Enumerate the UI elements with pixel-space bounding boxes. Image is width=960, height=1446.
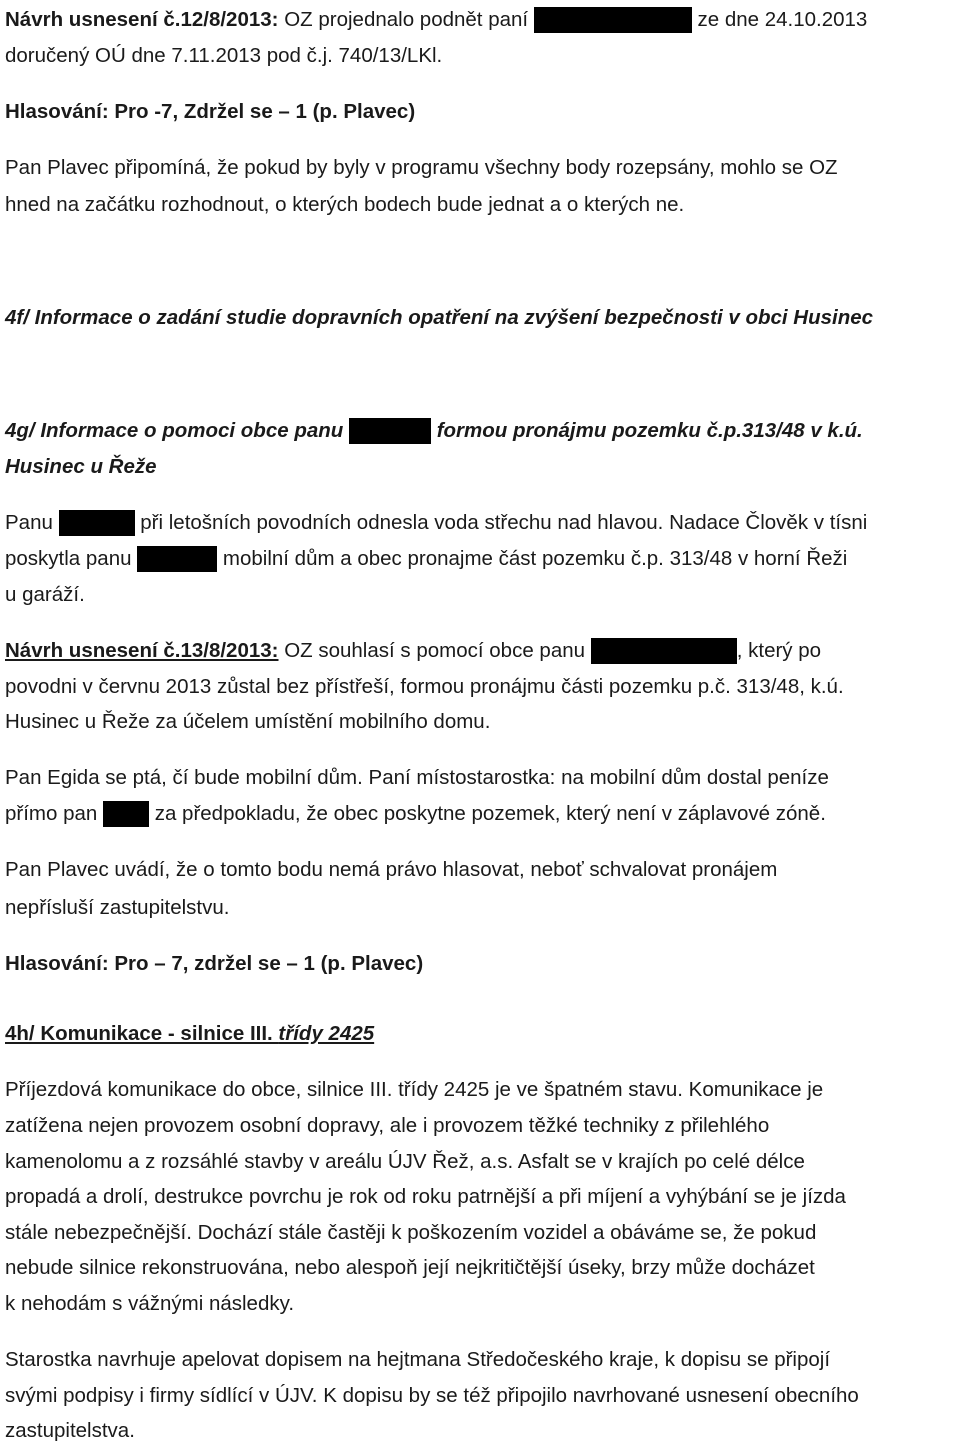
resolution-12-line-2: doručený OÚ dne 7.11.2013 pod č.j. 740/13/LKl. <box>5 44 443 67</box>
paragraph-plavec-vote-line-2: nepřísluší zastupitelstvu. <box>5 896 230 919</box>
paragraph-road-line-6: nebude silnice rekonstruována, nebo alespoň její nejkritičtější úseky, brzy může docházet <box>5 1256 815 1279</box>
vote-result-1: Hlasování: Pro -7, Zdržel se – 1 (p. Plavec) <box>5 100 416 123</box>
resolution-13-line-2: povodni v červnu 2013 zůstal bez přístřeší, formou pronájmu části pozemku p.č. 313/48, k.ú. <box>5 675 844 698</box>
redaction-block <box>137 546 217 572</box>
paragraph-4g-line-3: u garáží. <box>5 583 85 606</box>
section-4h-heading-part-2: třídy 2425 <box>278 1022 375 1045</box>
paragraph-road-line-4: propadá a drolí, destrukce povrchu je rok od roku patrnější a při míjení a vyhýbání se je jízda <box>5 1185 846 1208</box>
paragraph-4g-text: při letošních povodních odnesla voda střechu nad hlavou. Nadace Člověk v tísni <box>134 511 868 534</box>
redaction-block <box>349 418 431 444</box>
redaction-block <box>534 7 692 33</box>
paragraph-mayor-line-3: zastupitelstva. <box>5 1419 135 1442</box>
paragraph-4g-text: Panu <box>5 511 59 534</box>
section-4h-heading <box>5 1021 374 1047</box>
section-4h-heading-part-1: 4h/ Komunikace - silnice III. <box>5 1022 279 1045</box>
resolution-12-label: Návrh usnesení č.12/8/2013: <box>5 8 279 31</box>
resolution-12-text: OZ projednalo podnět paní <box>278 8 534 31</box>
redaction-block <box>103 801 149 827</box>
section-4g-heading-line-1 <box>5 418 863 444</box>
resolution-13-line-3: Husinec u Řeže za účelem umístění mobilního domu. <box>5 710 491 733</box>
section-4g-heading-part-1: 4g/ Informace o pomoci obce panu <box>5 419 349 442</box>
section-4f-heading: 4f/ Informace o zadání studie dopravních opatření na zvýšení bezpečnosti v obci Husinec <box>5 306 874 329</box>
paragraph-4g-text: mobilní dům a obec pronajme část pozemku č.p. 313/48 v horní Řeži <box>217 547 848 570</box>
paragraph-egida-text: za předpokladu, že obec poskytne pozemek, který není v záplavové zóně. <box>149 802 826 825</box>
paragraph-plavec-line-1: Pan Plavec připomíná, že pokud by byly v programu všechny body rozepsány, mohlo se OZ <box>5 156 838 179</box>
section-4g-heading-line-2: Husinec u Řeže <box>5 455 157 478</box>
section-4g-heading-part-2: formou pronájmu pozemku č.p.313/48 v k.ú. <box>431 419 863 442</box>
paragraph-mayor-line-2: svými podpisy i firmy sídlící v ÚJV. K dopisu by se též připojilo navrhované usnesení obecního <box>5 1384 859 1407</box>
redaction-block <box>59 510 135 536</box>
resolution-12-line-1 <box>5 7 867 33</box>
paragraph-egida-line-1: Pan Egida se ptá, čí bude mobilní dům. Paní místostarostka: na mobilní dům dostal peníze <box>5 766 829 789</box>
resolution-13-text: , který po <box>736 639 822 662</box>
resolution-13-text: OZ souhlasí s pomocí obce panu <box>278 639 591 662</box>
paragraph-egida-text: přímo pan <box>5 802 103 825</box>
paragraph-road-line-2: zatížena nejen provozem osobní dopravy, ale i provozem těžké techniky z přilehlého <box>5 1114 770 1137</box>
paragraph-road-line-5: stále nebezpečnější. Dochází stále častěji k poškozením vozidel a obáváme se, že pokud <box>5 1221 817 1244</box>
resolution-13-label: Návrh usnesení č.13/8/2013: <box>5 639 279 662</box>
paragraph-4g-line-1 <box>5 510 867 536</box>
paragraph-egida-line-2 <box>5 801 826 827</box>
paragraph-4g-line-2 <box>5 546 847 572</box>
redaction-block <box>591 638 737 664</box>
paragraph-plavec-vote-line-1: Pan Plavec uvádí, že o tomto bodu nemá právo hlasovat, neboť schvalovat pronájem <box>5 858 778 881</box>
paragraph-plavec-line-2: hned na začátku rozhodnout, o kterých bodech bude jednat a o kterých ne. <box>5 193 685 216</box>
paragraph-4g-text: poskytla panu <box>5 547 138 570</box>
paragraph-road-line-1: Příjezdová komunikace do obce, silnice III. třídy 2425 je ve špatném stavu. Komunikace je <box>5 1078 824 1101</box>
vote-result-2: Hlasování: Pro – 7, zdržel se – 1 (p. Plavec) <box>5 952 424 975</box>
paragraph-road-line-3: kamenolomu a z rozsáhlé stavby v areálu ÚJV Řež, a.s. Asfalt se v krajích po celé délce <box>5 1150 805 1173</box>
paragraph-road-line-7: k nehodám s vážnými následky. <box>5 1292 295 1315</box>
resolution-12-date: ze dne 24.10.2013 <box>691 8 868 31</box>
paragraph-mayor-line-1: Starostka navrhuje apelovat dopisem na hejtmana Středočeského kraje, k dopisu se připojí <box>5 1348 831 1371</box>
resolution-13-line-1 <box>5 638 821 664</box>
